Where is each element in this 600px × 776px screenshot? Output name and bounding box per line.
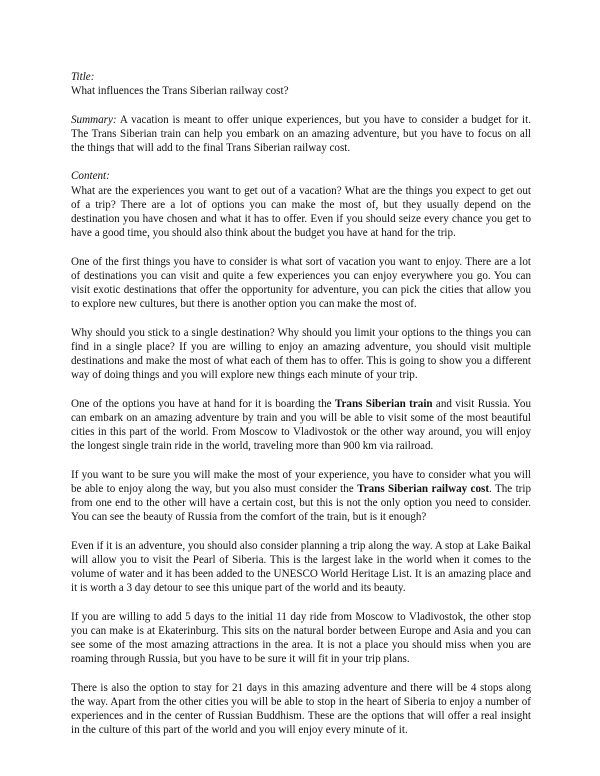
railway-cost-keyword: Trans Siberian railway cost — [357, 482, 490, 495]
paragraph-5-text-start: If you want to be sure you will make the most of your experience, you have to consider what you will be able to enjoy along the way, but you also must consider the — [71, 468, 531, 495]
paragraph-4-text-start: One of the options you have at hand for it is boarding the — [71, 397, 335, 410]
paragraph-3: Why should you stick to a single destination? Why should you limit your options to the things you can find in a single place? If you are willing to enjoy an amazing adventure, you should visit multiple destinations and make the most of what each of them has to offer. This is going to show you a different way of doing things and you will explore new things each minute of your trip. — [71, 326, 531, 382]
paragraph-1: What are the experiences you want to get out of a vacation? What are the things you expect to get out of a trip? There are a lot of options you can make the most of, but they usually depend on the destination you have chosen and what it has to offer. Even if you should seize every chance you get to have a good time, you should also think about the budget you have at hand for the trip. — [71, 184, 531, 240]
trans-siberian-train-keyword: Trans Siberian train — [334, 397, 433, 410]
content-block — [71, 169, 531, 737]
summary-label: Summary: — [71, 113, 117, 126]
paragraph-6: Even if it is an adventure, you should also consider planning a trip along the way. A stop at Lake Baikal will allow you to visit the Pearl of Siberia. This is the largest lake in the world when it comes to the volume of water and it has been added to the UNESCO World Heritage List. It is an amazing place and it is worth a 3 day detour to see this unique part of the world and its beauty. — [71, 539, 531, 595]
paragraph-2: One of the first things you have to consider is what sort of vacation you want to enjoy. There are a lot of destinations you can visit and quite a few experiences you can enjoy everywhere you go. You can visit exotic destinations that offer the opportunity for adventure, you can pick the cities that allow you to explore new cultures, but there is another option you can make the most of. — [71, 255, 531, 311]
title-block — [71, 70, 531, 98]
title-label: Title: — [71, 71, 95, 83]
paragraph-4 — [71, 397, 531, 454]
document-page — [71, 70, 531, 752]
paragraph-7: If you are willing to add 5 days to the initial 11 day ride from Moscow to Vladivostok, the other stop you can make is at Ekaterinburg. This sits on the natural border between Europe and Asia and you can see some of the most amazing attractions in the area. It is not a place you should miss when you are roaming through Russia, but you have to be sure it will fit in your trip plans. — [71, 610, 531, 666]
summary-text: A vacation is meant to offer unique experiences, but you have to consider a budget for it. The Trans Siberian train can help you embark on an amazing adventure, but you have to focus on all the things that will add to the final Trans Siberian railway cost. — [71, 113, 531, 154]
paragraph-4-text-end: and visit Russia. You can embark on an amazing adventure by train and you will be able to visit some of the most beautiful cities in this part of the world. From Moscow to Vladivostok or the other way around, you will enjoy the longest single train ride in the world, traveling more than 900 km via railroad. — [71, 397, 531, 453]
paragraph-5-text-end: . The trip from one end to the other will have a certain cost, but this is not the only option you need to consider. You can see the beauty of Russia from the comfort of the train, but is it enough? — [71, 482, 531, 524]
content-label: Content: — [71, 170, 110, 183]
paragraph-5 — [71, 468, 531, 525]
document-title: What influences the Trans Siberian railway cost? — [71, 85, 289, 98]
paragraph-8: There is also the option to stay for 21 days in this amazing adventure and there will be 4 stops along the way. Apart from the other cities you will be able to stop in the heart of Siberia to enjoy a number of experiences and in the center of Russian Buddhism. These are the options that will offer a real insight in the culture of this part of the world and you will enjoy every minute of it. — [71, 681, 531, 737]
summary-block — [71, 113, 531, 156]
